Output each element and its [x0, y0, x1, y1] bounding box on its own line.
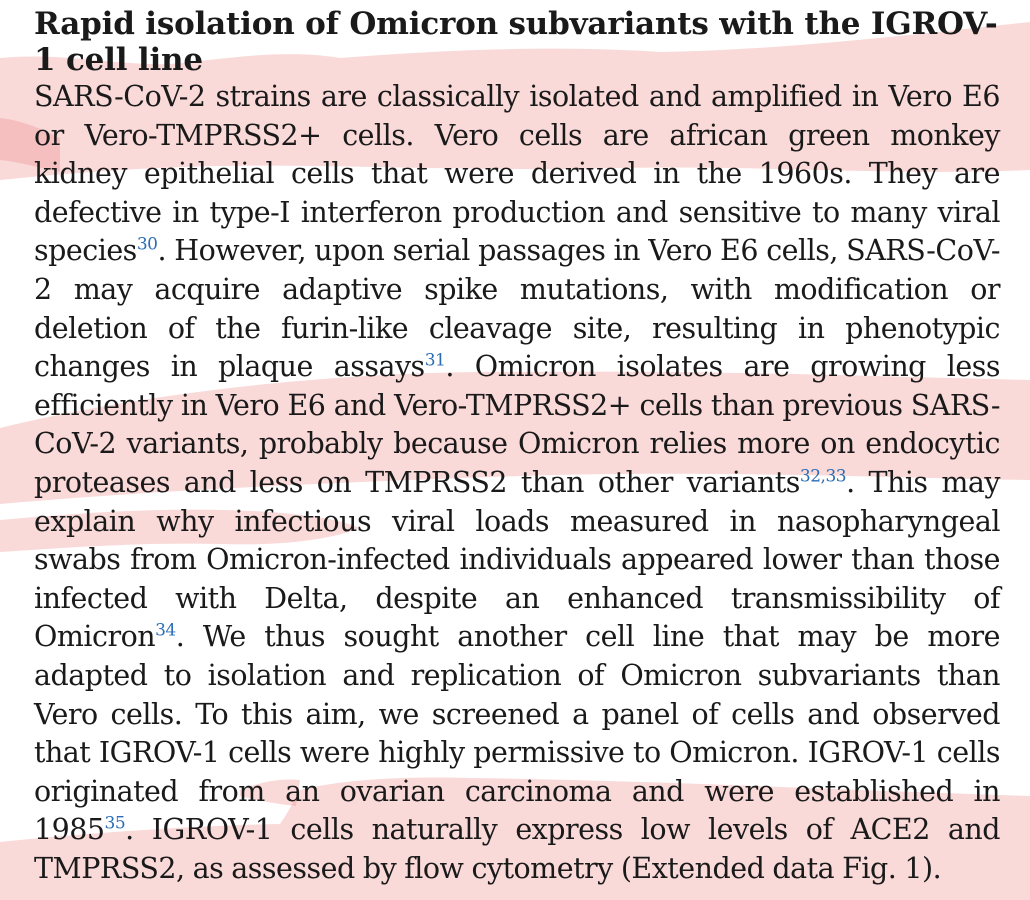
citation-link-32-33[interactable]: 32,33 — [799, 466, 847, 487]
body-text-segment: . This may explain why infectious viral loads measured in nasopharyngeal swabs from Omicron-infected individuals appeared lower than those infected with Delta, despite an enhanced transmissibility of Omicron — [34, 465, 1000, 654]
citation-link-34[interactable]: 34 — [155, 620, 176, 641]
body-paragraph — [34, 78, 1000, 888]
citation-link-31[interactable]: 31 — [424, 350, 446, 371]
body-text-segment: . Omicron isolates are growing less efficiently in Vero E6 and Vero-TMPRSS2+ cells than previous SARS-CoV-2 variants, probably because Omicron relies more on endocytic proteases and less on TMPRSS2 than other variants — [34, 350, 1001, 499]
body-text-segment: . IGROV-1 cells naturally express low levels of ACE2 and TMPRSS2, as assessed by flow cytometry (Extended data Fig. 1). — [34, 813, 1000, 885]
citation-link-30[interactable]: 30 — [136, 234, 158, 255]
body-text-segment: . We thus sought another cell line that may be more adapted to isolation and replication of Omicron subvariants than Vero cells. To this aim, we screened a panel of cells and observed that IGROV-1 cells were highly permissive to Omicron. IGROV-1 cells originated from an ovarian carcinoma and were established in 1985 — [34, 620, 1000, 847]
citation-link-35[interactable]: 35 — [104, 813, 126, 834]
section-heading: Rapid isolation of Omicron subvariants with the IGROV-1 cell line — [34, 6, 998, 78]
article-section — [34, 0, 1000, 888]
body-text-segment: SARS-CoV-2 strains are classically isolated and amplified in Vero E6 or Vero-TMPRSS2+ cells. Vero cells are african green monkey kidney epithelial cells that were derived in the 1960s. They are defective in type-I interferon production and sensitive to many viral species — [34, 80, 1000, 268]
body-text-segment: . However, upon serial passages in Vero E6 cells, SARS-CoV-2 may acquire adaptive spike mutations, with modification or deletion of the furin-like cleavage site, resulting in phenotypic changes in plaque assays — [34, 234, 1000, 384]
